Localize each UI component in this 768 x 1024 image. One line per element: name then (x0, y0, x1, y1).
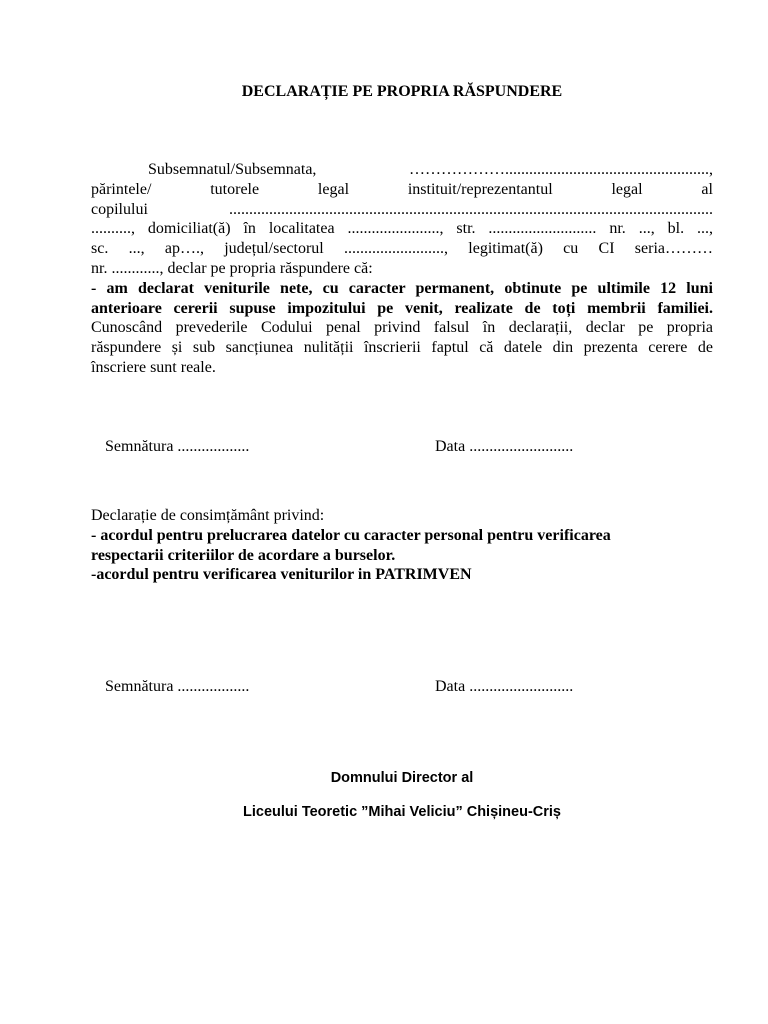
income-statement-line-1: - am declarat veniturile nete, cu caracter permanent, obtinute pe ultimile 12 luni (91, 279, 713, 297)
declaration-line-10: răspundere și sub sancțiunea nulității înscrierii faptul că datele din prezenta cerere de (91, 339, 713, 357)
addressee-line-2: Liceului Teoretic ”Mihai Veliciu” Chișineu-Criș (243, 804, 561, 820)
declaration-line-1 (91, 160, 713, 180)
consent-item-1-line-1: - acordul pentru prelucrarea datelor cu caracter personal pentru verificarea (91, 526, 611, 544)
income-statement-line-2: anterioare cererii supuse impozitului pe venit, realizate de toți membrii familiei. (91, 299, 713, 317)
declaration-line-9: Cunoscând prevederile Codului penal privind falsul în declarații, declar pe propria (91, 319, 713, 337)
word: părintele/ (91, 180, 152, 198)
word: tutorele (210, 180, 260, 198)
word: legal (611, 180, 643, 198)
declaration-line-6: nr. ............, declar pe propria răspundere că: (91, 259, 373, 277)
declaration-line-3: copilului ......................................................................................................................... (91, 200, 713, 218)
subsemnatul-label: Subsemnatul/Subsemnata, (148, 161, 317, 178)
name-dotted-field: ………………..................................................., (409, 161, 713, 178)
consent-heading: Declarație de consimțământ privind: (91, 507, 325, 524)
declaration-paragraph (91, 160, 713, 378)
signature-row-1 (105, 437, 705, 457)
consent-item-2: -acordul pentru verificarea veniturilor in PATRIMVEN (91, 566, 472, 584)
addressee-line-1: Domnului Director al (330, 770, 474, 786)
signature-row-2 (105, 677, 705, 697)
consent-section (91, 506, 713, 585)
signature-field: Semnătura .................. (105, 438, 250, 455)
declaration-line-5: sc. ..., ap…., județul/sectorul ........................., legitimat(ă) cu CI seria……… (91, 240, 713, 258)
word: legal (317, 180, 350, 198)
declaration-line-4: .........., domiciliat(ă) în localitatea ......................., str. ........................... nr. ..., bl. ..., (91, 220, 713, 238)
declaration-line-2 (91, 180, 713, 200)
word: al (701, 180, 713, 198)
date-field: Data .......................... (435, 438, 574, 455)
document-title: DECLARAȚIE PE PROPRIA RĂSPUNDERE (241, 83, 563, 100)
consent-item-1-line-2: respectarii criteriilor de acordare a burselor. (91, 546, 396, 564)
word: instituit/reprezentantul (407, 180, 553, 198)
date-field: Data .......................... (435, 678, 574, 695)
declaration-line-11: înscriere sunt reale. (91, 358, 216, 376)
signature-field: Semnătura .................. (105, 678, 250, 695)
